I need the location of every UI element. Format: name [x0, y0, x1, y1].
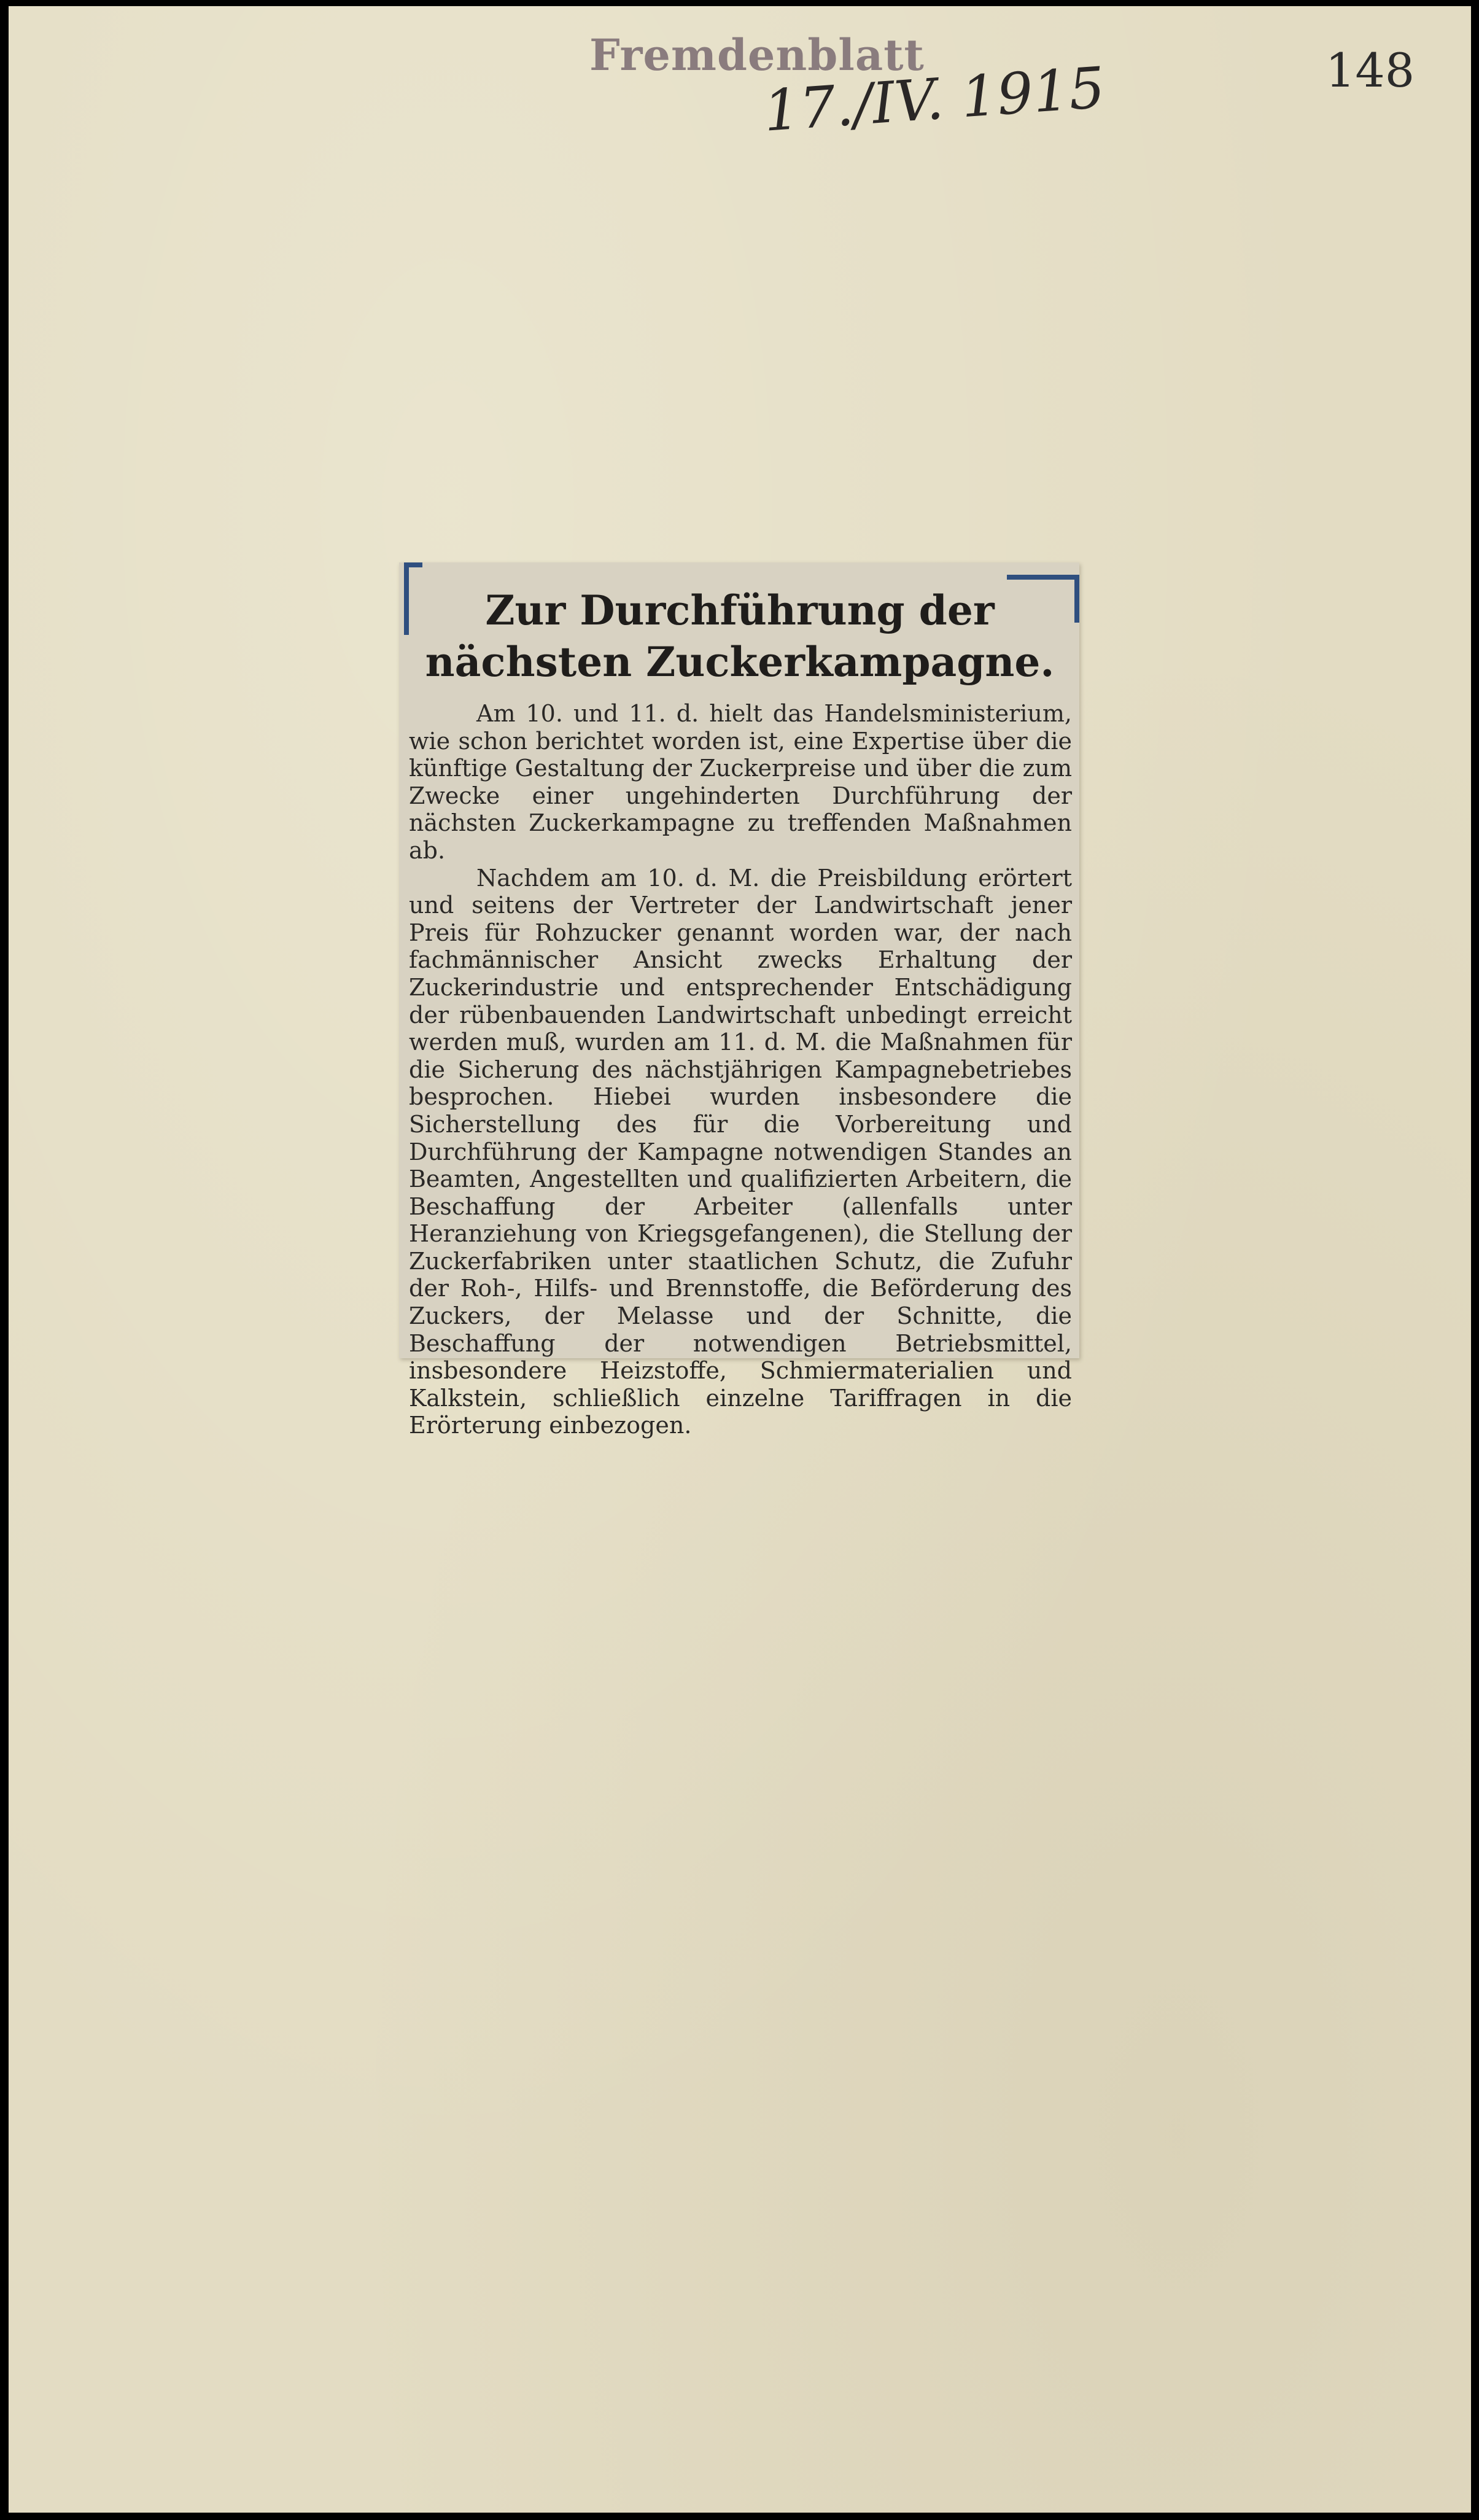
blue-pencil-mark-left — [404, 562, 422, 635]
article-paragraph: Am 10. und 11. d. hielt das Handelsministerium, wie schon berichtet worden ist, eine Expertise über die künftige Gestaltung der Zuckerpreise und über die zum Zwecke einer ungehinderten Durchführung der nächsten Zuckerkampagne zu treffenden Maßnahmen ab. — [409, 700, 1072, 864]
page-number: 148 — [1326, 43, 1415, 98]
article-paragraph: Nachdem am 10. d. M. die Preisbildung erörtert und seitens der Vertreter der Landwirtschaft jener Preis für Rohzucker genannt worden war, der nach fachmännischer Ansicht zwecks Erhaltung der Zuckerindustrie und entsprechender Entschädigung der rübenbauenden Landwirtschaft unbedingt erreicht werden muß, wurden am 11. d. M. die Maßnahmen für die Sicherung des nächstjährigen Kampagnebetriebes besprochen. Hiebei wurden insbesondere die Sicherstellung des für die Vorbereitung und Durchführung der Kampagne notwendigen Standes an Beamten, Angestellten und qualifizierten Arbeitern, die Beschaffung der Arbeiter (allenfalls unter Heranziehung von Kriegsgefangenen), die Stellung der Zuckerfabriken unter staatlichen Schutz, die Zufuhr der Roh-, Hilfs- und Brennstoffe, die Beförderung des Zuckers, der Melasse und der Schnitte, die Beschaffung der notwendigen Betriebsmittel, insbesondere Heizstoffe, Schmiermaterialien und Kalkstein, schließlich einzelne Tariffragen in die Erörterung einbezogen. — [409, 864, 1072, 1439]
handwritten-date: 17./IV. 1915 — [761, 55, 1108, 144]
newspaper-stamp: Fremdenblatt — [589, 29, 925, 80]
article-body — [409, 700, 1072, 1439]
article-headline: Zur Durchführung der nächsten Zuckerkampagne. — [425, 586, 1055, 686]
newspaper-clipping — [399, 562, 1079, 1439]
archive-page — [9, 6, 1471, 2513]
